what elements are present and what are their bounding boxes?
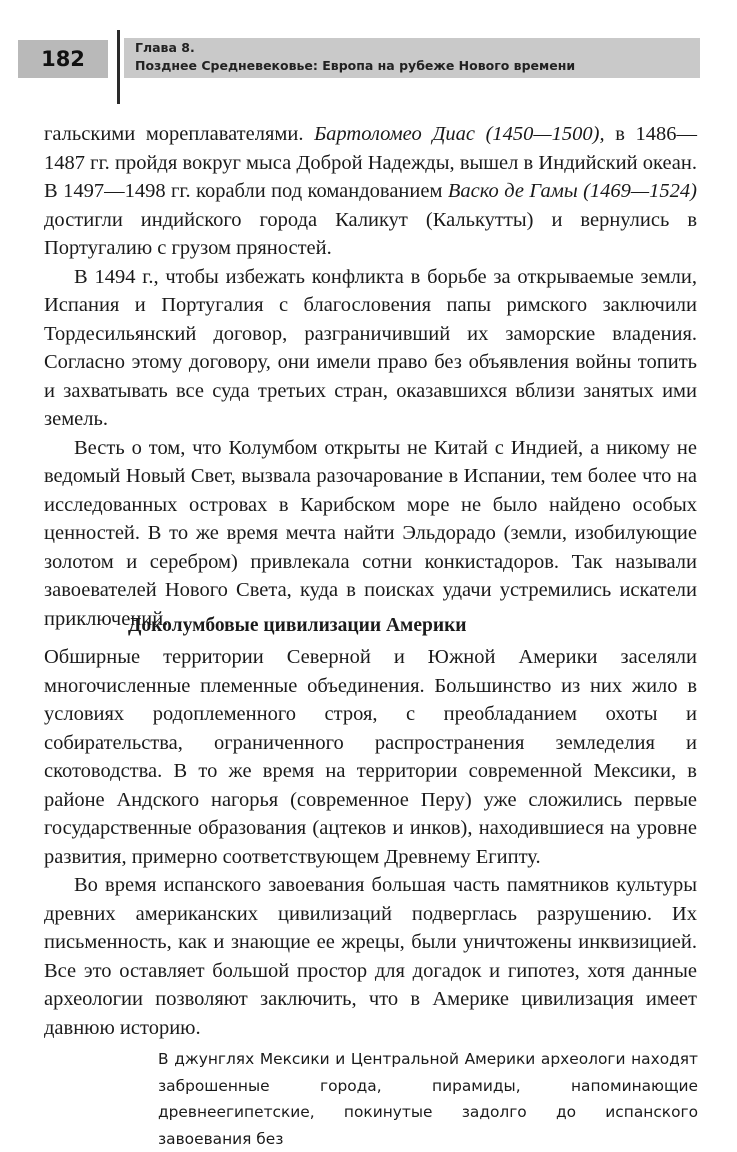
paragraph-text: гальскими мореплавателями. <box>44 123 315 145</box>
header-divider <box>117 30 120 104</box>
paragraph-conquest: Во время испанского завоевания большая часть памятников культуры древних американских цивилизаций подверглась разрушению. Их письменность, как и знающие ее жрецы, были уничтожены инквизицией. Все это оставляет большой простор для догадок и гипотез, хотя данные археологии позволяют заключить, что в Америке цивилизация имеет давнюю историю. <box>44 874 697 1039</box>
paragraph-new-world: Весть о том, что Колумбом открыты не Китай с Индией, а никому не ведомый Новый Свет, вызвала разочарование в Испании, тем более что на исследованных островах в Карибском море не было найдено особых ценностей. В то же время мечта найти Эльдорадо (земли, изобилующие золотом и серебром) привлекала сотни конкистадоров. Так называли завоевателей Нового Света, куда в поисках удачи устремились искатели приключений. <box>44 436 697 630</box>
paragraph-tribes: Обширные территории Северной и Южной Америки заселяли многочисленные племенные объединения. Большинство из них жило в условиях родоплеменного строя, с преобладанием охоты и собирательства, ограниченного распространения земледелия и скотоводства. В то же время на территории современной Мексики, в районе Андского нагорья (современное Перу) уже сложились первые государственные образования (ацтеков и инков), находившиеся на уровне развития, примерно соответствующем Древнему Египту. <box>44 646 697 868</box>
paragraph-text: достигли индийского города Каликут (Калькутты) и вернулись в Португалию с грузом пряностей. <box>44 208 697 259</box>
section-heading: Доколумбовые цивилизации Америки <box>128 615 467 636</box>
paragraph-text: в 1486—1487 гг. пройдя вокруг мыса Доброй Надежды, вышел в Индийский океан. В 1497—1498 гг. корабли под командованием <box>44 123 697 202</box>
chapter-title: Позднее Средневековье: Европа на рубеже Нового времени <box>135 58 576 73</box>
body-text-top <box>44 120 697 633</box>
body-text-bottom <box>44 643 697 1042</box>
person-name-dias: Бартоломео Диас (1450—1500), <box>314 123 605 145</box>
page-number: 182 <box>18 40 108 78</box>
side-note: В джунглях Мексики и Центральной Америки археологи находят заброшенные города, пирамиды, напоминающие древнеегипетские, покинутые задолго до испанского завоевания без <box>158 1050 698 1148</box>
paragraph-tordesillas: В 1494 г., чтобы избежать конфликта в борьбе за открываемые земли, Испания и Португалия с благословения папы римского заключили Тордесильянский договор, разграничивший их заморские владения. Согласно этому договору, они имели право без объявления войны топить и захватывать все суда третьих стран, оказавшихся вблизи занятых ими земель. <box>44 265 697 430</box>
person-name-da-gama: Васко де Гамы (1469—1524) <box>447 180 697 202</box>
paragraph-continued <box>44 120 697 263</box>
chapter-label: Глава 8. <box>135 40 195 55</box>
